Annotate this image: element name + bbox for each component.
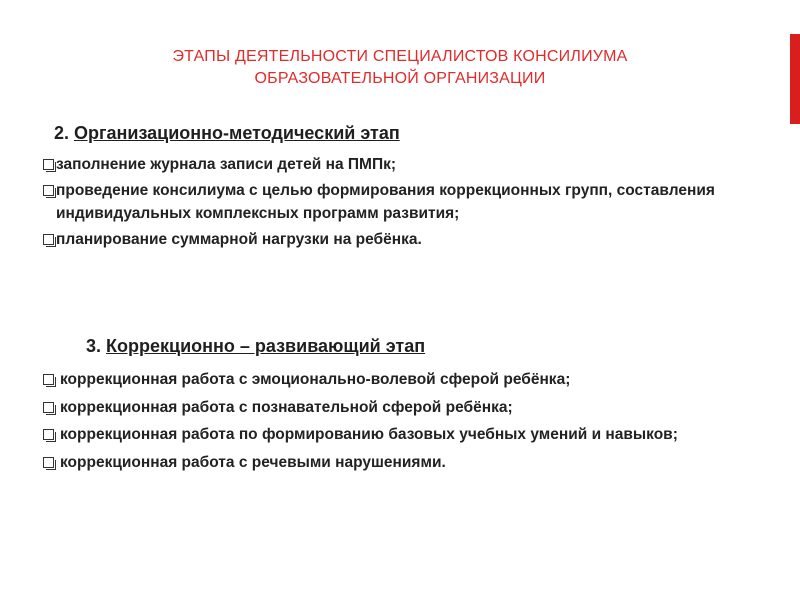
- list-item: [20, 153, 720, 177]
- list-item-text: заполнение журнала записи детей на ПМПк;: [56, 156, 397, 173]
- list-item-text: коррекционная работа с речевыми нарушениями.: [60, 453, 446, 471]
- section-2-name: Коррекционно – развивающий этап: [106, 336, 426, 356]
- section-2-number: 3.: [86, 336, 107, 356]
- checkbox-bullet-icon: [43, 159, 54, 170]
- section-1-number: 2.: [54, 123, 75, 143]
- section-2-list: [20, 368, 760, 474]
- list-item: [20, 179, 720, 226]
- list-item: [20, 451, 760, 475]
- list-item: [20, 423, 760, 447]
- list-item-text: проведение консилиума с целью формирования коррекционных групп, составления индивидуальных комплексных программ развития;: [56, 181, 715, 222]
- list-item: [20, 396, 760, 420]
- title-line-1: ЭТАПЫ ДЕЯТЕЛЬНОСТИ СПЕЦИАЛИСТОВ КОНСИЛИУМА: [172, 48, 628, 65]
- section-1-heading: [54, 121, 400, 145]
- section-1-name: Организационно-методический этап: [74, 123, 400, 143]
- checkbox-bullet-icon: [43, 429, 54, 440]
- list-item-text: планирование суммарной нагрузки на ребёнка.: [56, 230, 422, 248]
- slide-title: [100, 46, 700, 90]
- section-2-heading: [86, 334, 425, 358]
- title-line-2: ОБРАЗОВАТЕЛЬНОЙ ОРГАНИЗАЦИИ: [254, 70, 546, 87]
- section-1-list: [20, 153, 720, 251]
- list-item: [20, 228, 720, 252]
- list-item: [20, 368, 760, 392]
- checkbox-bullet-icon: [43, 234, 54, 245]
- accent-bar: [790, 34, 800, 124]
- list-item-text: коррекционная работа по формированию базовых учебных умений и навыков;: [60, 426, 678, 443]
- checkbox-bullet-icon: [43, 402, 54, 413]
- checkbox-bullet-icon: [43, 185, 54, 196]
- list-item-text: коррекционная работа с эмоционально-волевой сферой ребёнка;: [60, 371, 571, 388]
- list-item-text: коррекционная работа с познавательной сферой ребёнка;: [60, 398, 513, 416]
- checkbox-bullet-icon: [43, 457, 54, 468]
- checkbox-bullet-icon: [43, 374, 54, 385]
